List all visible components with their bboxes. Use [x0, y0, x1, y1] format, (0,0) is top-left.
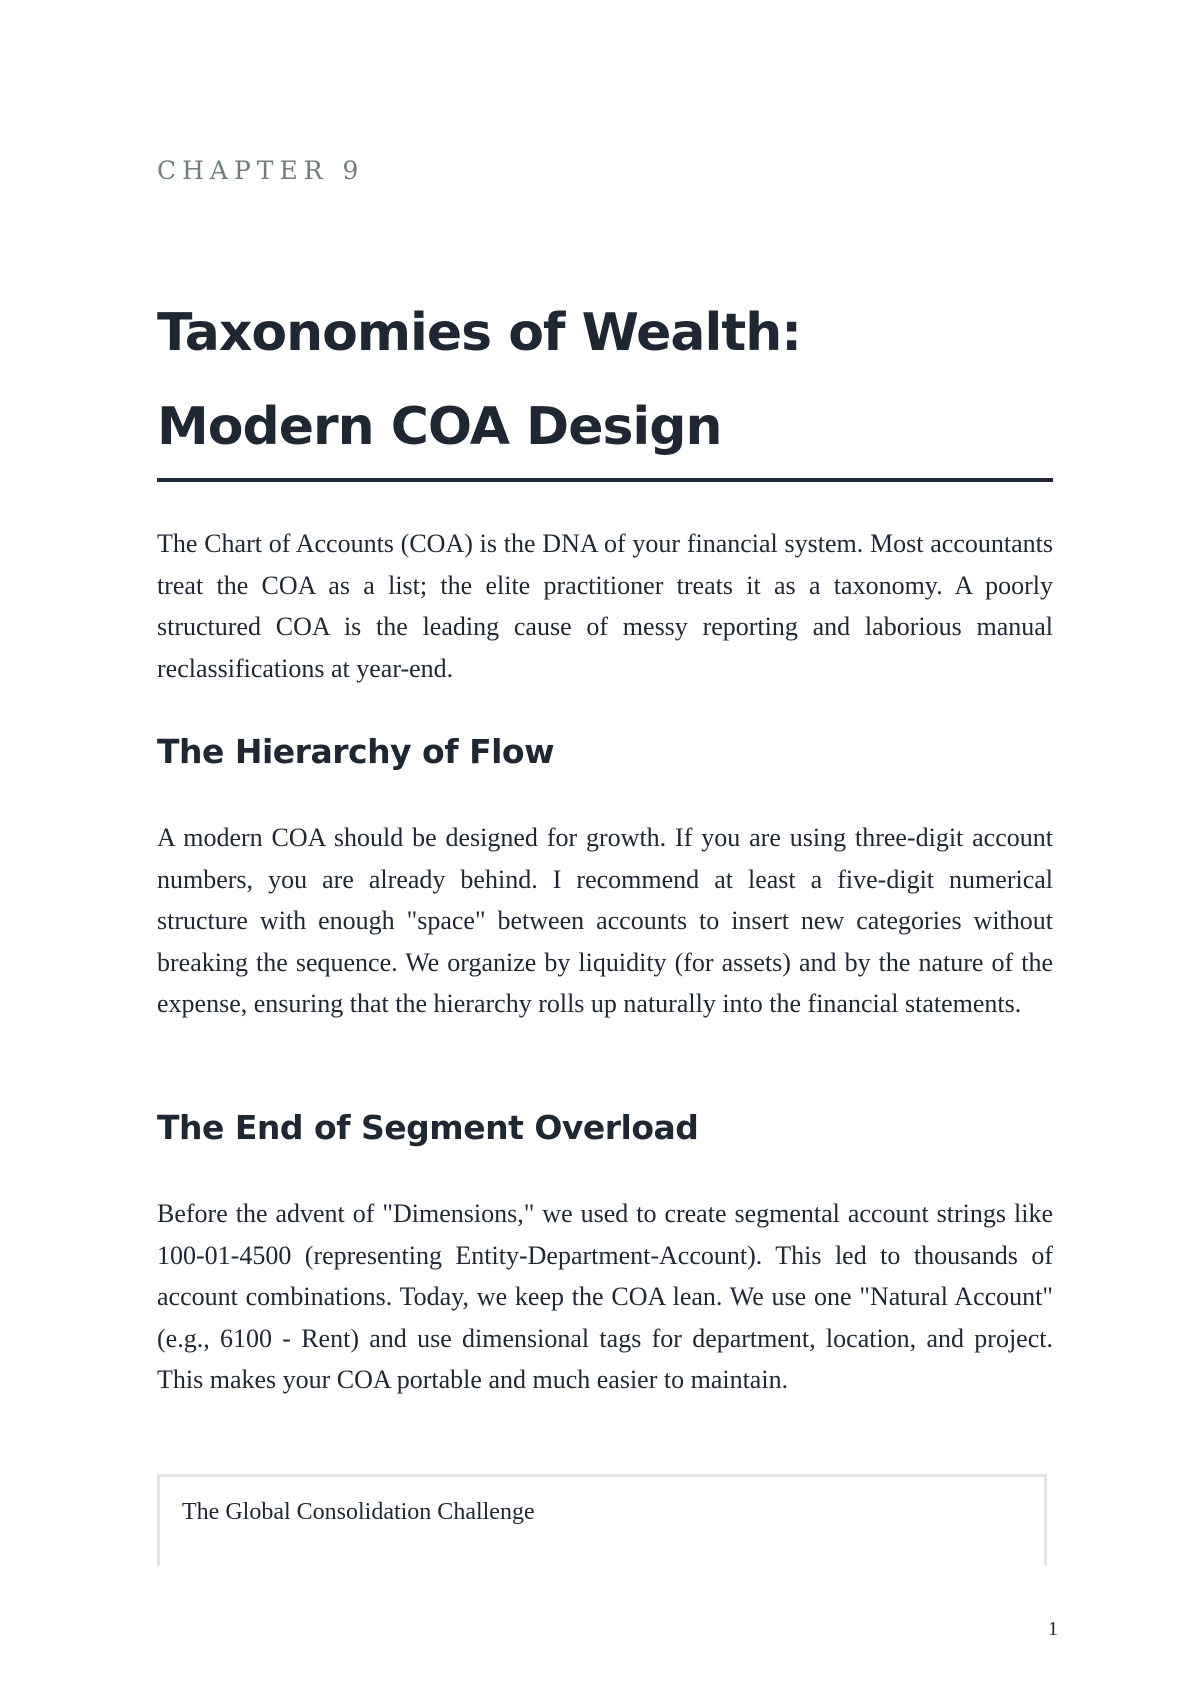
page-number: 1: [1048, 1618, 1058, 1640]
chapter-title-line-1: Taxonomies of Wealth:: [157, 303, 802, 363]
title-divider: [157, 478, 1053, 482]
section-heading-segment-overload: The End of Segment Overload: [157, 1108, 699, 1147]
section-heading-hierarchy-of-flow: The Hierarchy of Flow: [157, 732, 555, 771]
callout-title: The Global Consolidation Challenge: [182, 1499, 535, 1525]
section-body-segment-overload: Before the advent of "Dimensions," we used to create segmental account strings like 100-01-4500 (representing Entity-Department-Account). This led to thousands of account combinations. Today, we keep the COA lean. We use one "Natural Account" (e.g., 6100 - Rent) and use dimensional tags for department, location, and project. This makes your COA portable and much easier to maintain.: [157, 1199, 1053, 1394]
section-body-hierarchy-of-flow: A modern COA should be designed for growth. If you are using three-digit account numbers, you are already behind. I recommend at least a five-digit numerical structure with enough "space" between accounts to insert new categories without breaking the sequence. We organize by liquidity (for assets) and by the nature of the expense, ensuring that the hierarchy rolls up naturally into the financial statements.: [157, 823, 1053, 1018]
chapter-title: [157, 286, 1053, 474]
chapter-label: CHAPTER 9: [157, 156, 365, 185]
chapter-title-line-2: Modern COA Design: [157, 397, 722, 457]
intro-paragraph: The Chart of Accounts (COA) is the DNA of your financial system. Most accountants treat the COA as a list; the elite practitioner treats it as a taxonomy. A poorly structured COA is the leading cause of messy reporting and laborious manual reclassifications at year-end.: [157, 529, 1053, 683]
callout-box: [157, 1474, 1047, 1566]
